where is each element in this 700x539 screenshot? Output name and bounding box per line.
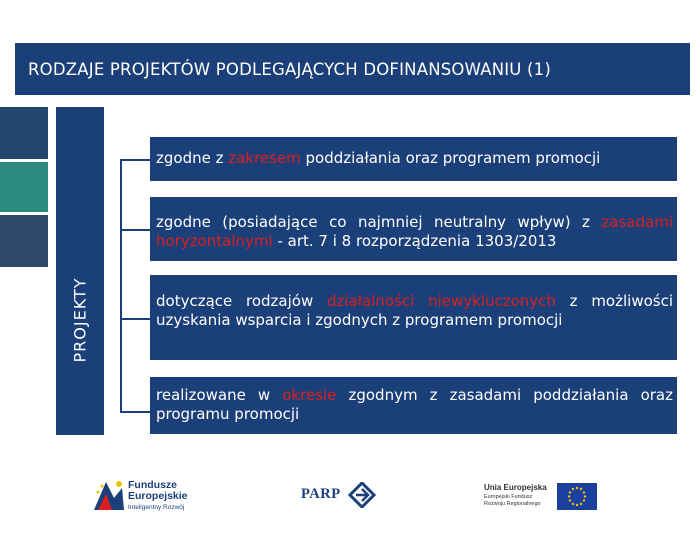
ue-logo-title: Unia Europejska: [484, 483, 547, 492]
bracket-tick-1: [120, 159, 150, 161]
fe-line1: Fundusze: [128, 479, 177, 491]
eu-flag-icon: [557, 483, 597, 510]
project-item-2: [150, 197, 677, 261]
deco-stripe-1: [0, 107, 48, 159]
page-title: RODZAJE PROJEKTÓW PODLEGAJĄCYCH DOFINANSOWANIU (1): [28, 60, 552, 79]
item-text: realizowane w: [156, 386, 283, 404]
fe-line2: Europejskie: [128, 490, 188, 502]
bracket-tick-4: [120, 411, 150, 413]
item-text: zgodne z: [156, 149, 229, 167]
item-highlight: okresie: [282, 386, 337, 404]
ue-logo-sub: Europejski Fundusz Rozwoju Regionalnego: [484, 494, 541, 507]
item-text: zgodnym z zasadami poddziałania oraz programu promocji: [156, 386, 673, 423]
parp-logo-icon: [348, 482, 376, 508]
item-text: - art. 7 i 8 rozporządzenia 1303/2013: [272, 232, 557, 250]
fundusze-europejskie-logo-icon: [92, 478, 126, 512]
fe-logo-sub: Inteligentny Rozwój: [128, 504, 185, 511]
side-label-wrap: [56, 107, 104, 435]
side-label: PROJEKTY: [70, 277, 90, 363]
fe-logo-text: [128, 480, 188, 502]
project-item-4: [150, 377, 677, 434]
bracket-tick-2: [120, 229, 150, 231]
item-text: z możliwości uzyskania wsparcia i zgodnych z programem promocji: [156, 292, 673, 329]
deco-stripe-3: [0, 215, 48, 267]
item-highlight: zasadami horyzontalnymi: [156, 213, 673, 250]
bracket-tick-3: [120, 318, 150, 320]
item-text: poddziałania oraz programem promocji: [300, 149, 601, 167]
project-item-3: [150, 275, 677, 360]
bracket-line: [120, 160, 122, 413]
item-highlight: zakresem: [228, 149, 301, 167]
item-text: zgodne (posiadające co najmniej neutralny wpływ) z: [156, 213, 602, 231]
parp-logo-text: PARP: [301, 486, 341, 502]
deco-stripe-2: [0, 162, 48, 212]
project-item-1: [150, 137, 677, 181]
item-text: dotyczące rodzajów: [156, 292, 327, 310]
item-highlight: działalności niewykluczonych: [327, 292, 556, 310]
